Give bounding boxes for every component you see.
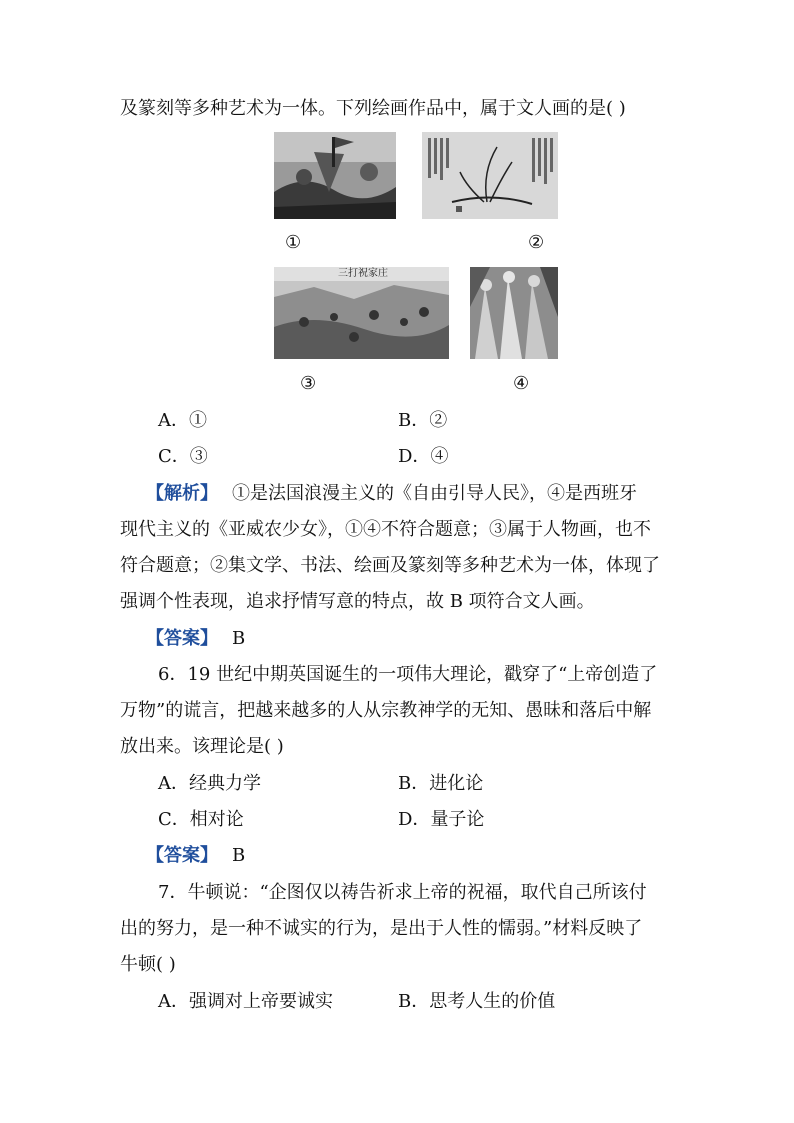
option-letter: D． [398,809,431,830]
painting-image-4 [470,267,558,359]
option-letter: A． [158,773,189,794]
answer-tag: 【答案】 [146,628,218,649]
image-label-1: ① [285,232,302,253]
option-letter: B． [398,773,430,794]
q6-stem-line-2: 万物”的谎言，把越来越多的人从宗教神学的无知、愚昧和落后中解 [120,700,652,721]
option-text: ① [189,410,207,431]
q5-analysis-line-2: 现代主义的《亚威农少女》，①④不符合题意；③属于人物画，也不 [120,519,651,540]
q6-option-a [158,773,261,795]
q5-option-d [398,446,448,468]
option-text: 量子论 [430,809,485,830]
painting-image-2 [422,132,558,219]
q5-analysis-line-1 [146,483,637,505]
option-text: ④ [430,446,449,467]
answer-value: B [232,628,246,649]
option-text: 经典力学 [189,773,261,794]
q6-answer [146,845,245,867]
q7-stem-line-1: 7．牛顿说：“企图仅以祷告祈求上帝的祝福，取代自己所该付 [158,882,647,903]
answer-value: B [232,845,246,866]
q5-analysis-line-4: 强调个性表现，追求抒情写意的特点，故 B 项符合文人画。 [120,591,595,612]
option-text: 思考人生的价值 [429,991,556,1012]
q6-option-b [398,773,483,795]
analysis-text: ①是法国浪漫主义的《自由引导人民》，④是西班牙 [232,483,637,504]
q5-option-b [398,410,447,432]
q7-stem-line-2: 出的努力，是一种不诚实的行为，是出于人性的懦弱。”材料反映了 [120,918,643,939]
option-letter: A． [158,410,189,431]
answer-tag: 【答案】 [146,845,218,866]
q5-option-a [158,410,207,432]
q5-option-c [158,446,208,468]
q7-option-a [158,991,333,1013]
image-label-3: ③ [300,373,317,394]
option-text: ② [429,410,448,431]
option-text: ③ [189,446,208,467]
analysis-tag: 【解析】 [146,483,218,504]
image-label-2: ② [528,232,545,253]
q7-stem-line-3: 牛顿( ) [120,954,176,975]
image3-caption: 三打祝家庄 [338,268,388,279]
q5-answer [146,628,245,650]
painting-image-3 [274,267,449,359]
option-letter: D． [398,446,431,467]
painting-image-1 [274,132,396,219]
option-letter: B． [398,410,430,431]
option-letter: C． [158,446,190,467]
q6-stem-line-3: 放出来。该理论是( ) [120,736,284,757]
q5-stem: 及篆刻等多种艺术为一体。下列绘画作品中，属于文人画的是( ) [120,98,626,119]
option-letter: B． [398,991,430,1012]
q6-option-d [398,809,484,831]
q6-stem-line-1: 6．19 世纪中期英国诞生的一项伟大理论，戳穿了“上帝创造了 [158,664,658,685]
option-letter: C． [158,809,190,830]
option-text: 相对论 [189,809,244,830]
option-letter: A． [158,991,189,1012]
option-text: 进化论 [429,773,484,794]
q7-option-b [398,991,555,1013]
q6-option-c [158,809,244,831]
option-text: 强调对上帝要诚实 [189,991,333,1012]
q5-analysis-line-3: 符合题意；②集文学、书法、绘画及篆刻等多种艺术为一体，体现了 [120,555,660,576]
image-label-4: ④ [513,373,530,394]
